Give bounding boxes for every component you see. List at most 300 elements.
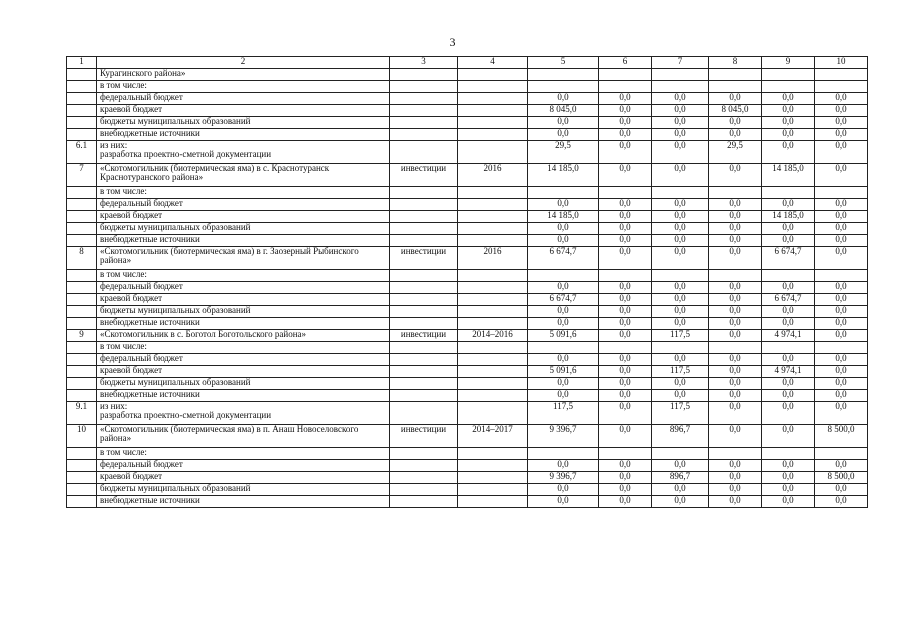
row-name: бюджеты муниципальных образований bbox=[97, 378, 390, 390]
row-value-col-7: 0,0 bbox=[652, 164, 709, 187]
row-name: в том числе: bbox=[97, 342, 390, 354]
row-number bbox=[67, 460, 97, 472]
row-number bbox=[67, 366, 97, 378]
row-value-col-10: 0,0 bbox=[815, 282, 868, 294]
table-row bbox=[67, 199, 868, 211]
row-value-col-5: 5 091,6 bbox=[528, 330, 599, 342]
row-years bbox=[458, 93, 528, 105]
row-value-col-7: 0,0 bbox=[652, 117, 709, 129]
row-value-col-9: 0,0 bbox=[762, 460, 815, 472]
row-value-col-5: 14 185,0 bbox=[528, 164, 599, 187]
row-name: бюджеты муниципальных образований bbox=[97, 117, 390, 129]
row-value-col-5: 117,5 bbox=[528, 402, 599, 425]
row-value-col-8: 0,0 bbox=[709, 306, 762, 318]
row-value-col-9 bbox=[762, 342, 815, 354]
row-value-col-6: 0,0 bbox=[599, 402, 652, 425]
row-years bbox=[458, 235, 528, 247]
row-value-col-6 bbox=[599, 81, 652, 93]
row-value-col-10: 0,0 bbox=[815, 318, 868, 330]
table-body bbox=[67, 69, 868, 508]
row-value-col-9: 0,0 bbox=[762, 141, 815, 164]
row-value-col-10: 0,0 bbox=[815, 354, 868, 366]
row-type: инвестиции bbox=[390, 330, 458, 342]
row-number bbox=[67, 282, 97, 294]
row-value-col-9: 0,0 bbox=[762, 425, 815, 448]
row-value-col-5: 9 396,7 bbox=[528, 425, 599, 448]
row-years bbox=[458, 105, 528, 117]
table-row bbox=[67, 187, 868, 199]
row-number bbox=[67, 69, 97, 81]
table-row bbox=[67, 235, 868, 247]
table-row bbox=[67, 496, 868, 508]
row-value-col-10 bbox=[815, 69, 868, 81]
row-value-col-10: 0,0 bbox=[815, 390, 868, 402]
row-value-col-6: 0,0 bbox=[599, 282, 652, 294]
row-value-col-8 bbox=[709, 187, 762, 199]
row-years bbox=[458, 81, 528, 93]
row-value-col-5: 0,0 bbox=[528, 460, 599, 472]
row-value-col-9: 0,0 bbox=[762, 129, 815, 141]
row-number bbox=[67, 496, 97, 508]
row-name: краевой бюджет bbox=[97, 294, 390, 306]
row-years bbox=[458, 378, 528, 390]
row-value-col-9: 6 674,7 bbox=[762, 247, 815, 270]
row-value-col-7 bbox=[652, 342, 709, 354]
row-value-col-8: 0,0 bbox=[709, 484, 762, 496]
row-years bbox=[458, 129, 528, 141]
row-value-col-7 bbox=[652, 81, 709, 93]
row-value-col-10: 0,0 bbox=[815, 247, 868, 270]
row-number bbox=[67, 105, 97, 117]
row-name: бюджеты муниципальных образований bbox=[97, 223, 390, 235]
row-number bbox=[67, 270, 97, 282]
row-number: 9.1 bbox=[67, 402, 97, 425]
row-value-col-6 bbox=[599, 270, 652, 282]
row-value-col-8: 8 045,0 bbox=[709, 105, 762, 117]
row-type bbox=[390, 378, 458, 390]
table-row bbox=[67, 270, 868, 282]
row-value-col-5 bbox=[528, 270, 599, 282]
row-name: «Скотомогильник (биотермическая яма) в п. Анаш Новоселовского района» bbox=[97, 425, 390, 448]
row-type: инвестиции bbox=[390, 425, 458, 448]
row-type bbox=[390, 235, 458, 247]
table-row bbox=[67, 141, 868, 164]
row-value-col-9: 0,0 bbox=[762, 117, 815, 129]
row-years bbox=[458, 306, 528, 318]
row-value-col-7: 0,0 bbox=[652, 378, 709, 390]
row-value-col-10: 8 500,0 bbox=[815, 425, 868, 448]
row-value-col-6: 0,0 bbox=[599, 472, 652, 484]
row-type bbox=[390, 306, 458, 318]
row-value-col-5: 0,0 bbox=[528, 282, 599, 294]
row-type bbox=[390, 496, 458, 508]
budget-table bbox=[66, 56, 868, 508]
row-value-col-7: 0,0 bbox=[652, 93, 709, 105]
row-value-col-8: 0,0 bbox=[709, 390, 762, 402]
row-value-col-10: 0,0 bbox=[815, 223, 868, 235]
row-value-col-8: 0,0 bbox=[709, 354, 762, 366]
column-header-9: 9 bbox=[762, 57, 815, 69]
row-value-col-5: 0,0 bbox=[528, 129, 599, 141]
row-value-col-8: 0,0 bbox=[709, 460, 762, 472]
row-value-col-9: 0,0 bbox=[762, 378, 815, 390]
row-number bbox=[67, 93, 97, 105]
row-value-col-5: 0,0 bbox=[528, 496, 599, 508]
row-years bbox=[458, 448, 528, 460]
row-value-col-5: 0,0 bbox=[528, 390, 599, 402]
row-value-col-6: 0,0 bbox=[599, 141, 652, 164]
row-type bbox=[390, 390, 458, 402]
row-value-col-9: 0,0 bbox=[762, 235, 815, 247]
row-number bbox=[67, 318, 97, 330]
table-row bbox=[67, 402, 868, 425]
row-name: бюджеты муниципальных образований bbox=[97, 484, 390, 496]
row-number bbox=[67, 342, 97, 354]
row-type bbox=[390, 366, 458, 378]
row-number: 8 bbox=[67, 247, 97, 270]
table-row bbox=[67, 472, 868, 484]
row-value-col-10: 0,0 bbox=[815, 129, 868, 141]
row-type bbox=[390, 270, 458, 282]
row-value-col-5 bbox=[528, 342, 599, 354]
row-value-col-7: 896,7 bbox=[652, 472, 709, 484]
table-row bbox=[67, 330, 868, 342]
row-value-col-10: 0,0 bbox=[815, 330, 868, 342]
row-number bbox=[67, 354, 97, 366]
row-type bbox=[390, 402, 458, 425]
table-row bbox=[67, 117, 868, 129]
row-years: 2016 bbox=[458, 247, 528, 270]
row-value-col-7: 0,0 bbox=[652, 235, 709, 247]
row-value-col-8: 0,0 bbox=[709, 93, 762, 105]
row-value-col-7: 0,0 bbox=[652, 496, 709, 508]
row-value-col-10: 8 500,0 bbox=[815, 472, 868, 484]
table-row bbox=[67, 460, 868, 472]
row-years bbox=[458, 294, 528, 306]
row-value-col-5: 0,0 bbox=[528, 484, 599, 496]
row-type: инвестиции bbox=[390, 247, 458, 270]
row-value-col-9: 0,0 bbox=[762, 105, 815, 117]
row-number: 10 bbox=[67, 425, 97, 448]
row-type bbox=[390, 69, 458, 81]
row-name: «Скотомогильник в с. Боготол Боготольского района» bbox=[97, 330, 390, 342]
row-value-col-8: 0,0 bbox=[709, 425, 762, 448]
row-years bbox=[458, 187, 528, 199]
row-number bbox=[67, 235, 97, 247]
row-value-col-8: 0,0 bbox=[709, 282, 762, 294]
row-value-col-8: 0,0 bbox=[709, 211, 762, 223]
row-value-col-8: 0,0 bbox=[709, 402, 762, 425]
table-row bbox=[67, 69, 868, 81]
row-name: краевой бюджет bbox=[97, 366, 390, 378]
row-value-col-10: 0,0 bbox=[815, 306, 868, 318]
row-value-col-7: 117,5 bbox=[652, 402, 709, 425]
row-value-col-5: 6 674,7 bbox=[528, 294, 599, 306]
table-row bbox=[67, 318, 868, 330]
row-type bbox=[390, 342, 458, 354]
row-years bbox=[458, 223, 528, 235]
row-value-col-6: 0,0 bbox=[599, 93, 652, 105]
row-name: в том числе: bbox=[97, 187, 390, 199]
row-type bbox=[390, 484, 458, 496]
row-name: краевой бюджет bbox=[97, 211, 390, 223]
row-years bbox=[458, 484, 528, 496]
row-type bbox=[390, 141, 458, 164]
table-row bbox=[67, 294, 868, 306]
row-value-col-9: 14 185,0 bbox=[762, 211, 815, 223]
row-number bbox=[67, 306, 97, 318]
row-value-col-9: 0,0 bbox=[762, 223, 815, 235]
row-value-col-9: 14 185,0 bbox=[762, 164, 815, 187]
table-row bbox=[67, 484, 868, 496]
row-type bbox=[390, 282, 458, 294]
row-value-col-8: 0,0 bbox=[709, 472, 762, 484]
row-value-col-9: 4 974,1 bbox=[762, 366, 815, 378]
row-number bbox=[67, 390, 97, 402]
row-value-col-7: 0,0 bbox=[652, 141, 709, 164]
row-years bbox=[458, 342, 528, 354]
table-row bbox=[67, 282, 868, 294]
row-name: внебюджетные источники bbox=[97, 129, 390, 141]
row-type bbox=[390, 93, 458, 105]
row-name: «Скотомогильник (биотермическая яма) в г. Заозерный Рыбинского района» bbox=[97, 247, 390, 270]
row-value-col-10: 0,0 bbox=[815, 460, 868, 472]
row-value-col-10: 0,0 bbox=[815, 484, 868, 496]
row-value-col-6: 0,0 bbox=[599, 354, 652, 366]
row-years bbox=[458, 496, 528, 508]
row-value-col-7: 0,0 bbox=[652, 129, 709, 141]
row-value-col-10 bbox=[815, 342, 868, 354]
table-row bbox=[67, 129, 868, 141]
row-number bbox=[67, 187, 97, 199]
row-value-col-6 bbox=[599, 69, 652, 81]
row-value-col-5: 0,0 bbox=[528, 306, 599, 318]
table-row bbox=[67, 81, 868, 93]
row-value-col-8: 0,0 bbox=[709, 199, 762, 211]
column-header-8: 8 bbox=[709, 57, 762, 69]
row-value-col-5: 0,0 bbox=[528, 93, 599, 105]
row-value-col-9: 4 974,1 bbox=[762, 330, 815, 342]
row-value-col-6: 0,0 bbox=[599, 129, 652, 141]
row-value-col-5: 8 045,0 bbox=[528, 105, 599, 117]
row-value-col-5: 0,0 bbox=[528, 318, 599, 330]
row-value-col-10: 0,0 bbox=[815, 378, 868, 390]
row-value-col-5 bbox=[528, 448, 599, 460]
row-value-col-7: 0,0 bbox=[652, 211, 709, 223]
row-value-col-8: 0,0 bbox=[709, 223, 762, 235]
row-name: краевой бюджет bbox=[97, 105, 390, 117]
row-value-col-6 bbox=[599, 187, 652, 199]
row-number: 7 bbox=[67, 164, 97, 187]
row-value-col-10: 0,0 bbox=[815, 199, 868, 211]
row-value-col-9 bbox=[762, 81, 815, 93]
row-name: краевой бюджет bbox=[97, 472, 390, 484]
row-years bbox=[458, 460, 528, 472]
column-header-5: 5 bbox=[528, 57, 599, 69]
row-value-col-9: 0,0 bbox=[762, 354, 815, 366]
row-number: 6.1 bbox=[67, 141, 97, 164]
row-type bbox=[390, 105, 458, 117]
column-header-1: 1 bbox=[67, 57, 97, 69]
row-value-col-6: 0,0 bbox=[599, 235, 652, 247]
row-value-col-8 bbox=[709, 342, 762, 354]
row-value-col-5: 0,0 bbox=[528, 354, 599, 366]
row-value-col-9: 6 674,7 bbox=[762, 294, 815, 306]
row-value-col-6: 0,0 bbox=[599, 211, 652, 223]
column-header-6: 6 bbox=[599, 57, 652, 69]
row-value-col-10: 0,0 bbox=[815, 93, 868, 105]
row-value-col-6 bbox=[599, 448, 652, 460]
row-number bbox=[67, 199, 97, 211]
row-value-col-10: 0,0 bbox=[815, 105, 868, 117]
row-value-col-7: 117,5 bbox=[652, 366, 709, 378]
row-value-col-10: 0,0 bbox=[815, 235, 868, 247]
row-value-col-7: 0,0 bbox=[652, 294, 709, 306]
row-value-col-8: 29,5 bbox=[709, 141, 762, 164]
row-value-col-5: 0,0 bbox=[528, 199, 599, 211]
row-value-col-8: 0,0 bbox=[709, 378, 762, 390]
row-value-col-6: 0,0 bbox=[599, 117, 652, 129]
row-value-col-7: 0,0 bbox=[652, 282, 709, 294]
row-value-col-9: 0,0 bbox=[762, 496, 815, 508]
row-value-col-5: 29,5 bbox=[528, 141, 599, 164]
row-value-col-6: 0,0 bbox=[599, 484, 652, 496]
row-name: федеральный бюджет bbox=[97, 354, 390, 366]
row-years bbox=[458, 472, 528, 484]
row-years bbox=[458, 354, 528, 366]
row-value-col-8: 0,0 bbox=[709, 117, 762, 129]
row-value-col-8: 0,0 bbox=[709, 330, 762, 342]
row-value-col-8: 0,0 bbox=[709, 294, 762, 306]
row-value-col-7: 117,5 bbox=[652, 330, 709, 342]
row-value-col-5: 0,0 bbox=[528, 117, 599, 129]
table-row bbox=[67, 366, 868, 378]
table-row bbox=[67, 354, 868, 366]
row-value-col-9: 0,0 bbox=[762, 484, 815, 496]
row-value-col-6: 0,0 bbox=[599, 378, 652, 390]
row-value-col-10 bbox=[815, 187, 868, 199]
row-value-col-7: 0,0 bbox=[652, 390, 709, 402]
row-years bbox=[458, 366, 528, 378]
page-number: 3 bbox=[449, 35, 456, 49]
row-years bbox=[458, 318, 528, 330]
row-value-col-6: 0,0 bbox=[599, 247, 652, 270]
row-type bbox=[390, 187, 458, 199]
row-value-col-6: 0,0 bbox=[599, 223, 652, 235]
row-value-col-10 bbox=[815, 81, 868, 93]
row-years bbox=[458, 69, 528, 81]
row-value-col-6: 0,0 bbox=[599, 294, 652, 306]
row-type bbox=[390, 294, 458, 306]
row-years bbox=[458, 117, 528, 129]
row-years bbox=[458, 211, 528, 223]
table-row bbox=[67, 390, 868, 402]
row-value-col-9 bbox=[762, 69, 815, 81]
row-value-col-10: 0,0 bbox=[815, 164, 868, 187]
row-value-col-10 bbox=[815, 448, 868, 460]
table-row bbox=[67, 211, 868, 223]
row-value-col-5: 6 674,7 bbox=[528, 247, 599, 270]
row-name: внебюджетные источники bbox=[97, 390, 390, 402]
row-number bbox=[67, 223, 97, 235]
row-name: из них: разработка проектно-сметной документации bbox=[97, 402, 390, 425]
table-row bbox=[67, 448, 868, 460]
row-value-col-5: 0,0 bbox=[528, 223, 599, 235]
row-value-col-9 bbox=[762, 270, 815, 282]
row-value-col-10 bbox=[815, 270, 868, 282]
row-value-col-9: 0,0 bbox=[762, 306, 815, 318]
row-value-col-6: 0,0 bbox=[599, 496, 652, 508]
row-years: 2014–2017 bbox=[458, 425, 528, 448]
table-row bbox=[67, 105, 868, 117]
row-name: в том числе: bbox=[97, 81, 390, 93]
row-number bbox=[67, 448, 97, 460]
table-row bbox=[67, 247, 868, 270]
row-value-col-10: 0,0 bbox=[815, 496, 868, 508]
row-value-col-9 bbox=[762, 187, 815, 199]
row-name: внебюджетные источники bbox=[97, 496, 390, 508]
column-header-2: 2 bbox=[97, 57, 390, 69]
row-value-col-7: 0,0 bbox=[652, 199, 709, 211]
row-value-col-10: 0,0 bbox=[815, 141, 868, 164]
table-row bbox=[67, 223, 868, 235]
row-value-col-6: 0,0 bbox=[599, 425, 652, 448]
row-value-col-10: 0,0 bbox=[815, 402, 868, 425]
row-value-col-8 bbox=[709, 448, 762, 460]
table-row bbox=[67, 425, 868, 448]
table-row bbox=[67, 93, 868, 105]
row-value-col-6: 0,0 bbox=[599, 306, 652, 318]
row-value-col-10: 0,0 bbox=[815, 366, 868, 378]
row-value-col-8: 0,0 bbox=[709, 318, 762, 330]
row-type bbox=[390, 223, 458, 235]
row-value-col-6: 0,0 bbox=[599, 330, 652, 342]
row-number bbox=[67, 472, 97, 484]
row-value-col-5: 0,0 bbox=[528, 378, 599, 390]
row-years bbox=[458, 282, 528, 294]
row-number bbox=[67, 294, 97, 306]
row-value-col-7: 0,0 bbox=[652, 247, 709, 270]
row-value-col-5: 0,0 bbox=[528, 235, 599, 247]
row-value-col-7: 0,0 bbox=[652, 223, 709, 235]
row-name: федеральный бюджет bbox=[97, 460, 390, 472]
row-type bbox=[390, 199, 458, 211]
row-type bbox=[390, 129, 458, 141]
row-value-col-6: 0,0 bbox=[599, 199, 652, 211]
row-value-col-9: 0,0 bbox=[762, 390, 815, 402]
row-name: федеральный бюджет bbox=[97, 93, 390, 105]
row-value-col-8: 0,0 bbox=[709, 235, 762, 247]
row-years bbox=[458, 390, 528, 402]
row-value-col-9: 0,0 bbox=[762, 402, 815, 425]
row-name: из них: разработка проектно-сметной документации bbox=[97, 141, 390, 164]
row-type: инвестиции bbox=[390, 164, 458, 187]
row-value-col-5 bbox=[528, 81, 599, 93]
row-name: бюджеты муниципальных образований bbox=[97, 306, 390, 318]
row-value-col-10: 0,0 bbox=[815, 294, 868, 306]
row-number bbox=[67, 211, 97, 223]
row-value-col-6: 0,0 bbox=[599, 164, 652, 187]
row-type bbox=[390, 460, 458, 472]
column-header-4: 4 bbox=[458, 57, 528, 69]
row-value-col-10: 0,0 bbox=[815, 117, 868, 129]
row-value-col-6: 0,0 bbox=[599, 366, 652, 378]
row-value-col-7: 896,7 bbox=[652, 425, 709, 448]
column-header-10: 10 bbox=[815, 57, 868, 69]
row-value-col-6: 0,0 bbox=[599, 318, 652, 330]
row-value-col-8: 0,0 bbox=[709, 129, 762, 141]
column-header-3: 3 bbox=[390, 57, 458, 69]
